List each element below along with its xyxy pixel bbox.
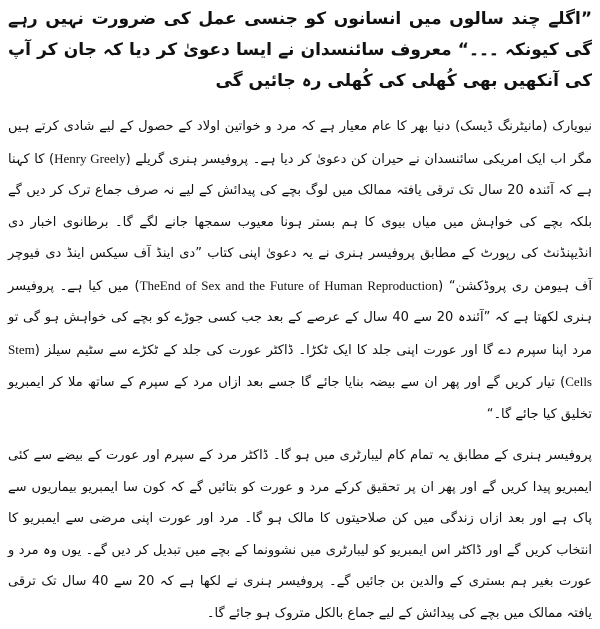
paragraph-1-text-part-4: تیار کریں گے اور پھر ان سے بیضہ بنایا جائے گا جسے بعد ازاں مرد کے سپرم کے ساتھ ملا کر ایمبریو تخلیق کیا جائے گا۔“ — [8, 375, 592, 422]
book-title-latin: TheEnd of Sex and the Future of Human Reproduction — [139, 277, 439, 293]
article-paragraph-1: نیویارک (مانیٹرنگ ڈیسک) دنیا بھر کا عام معیار ہے کہ مرد و خواتین اولاد کے حصول کے لیے شادی کرتے ہیں مگر اب ایک امریکی سائنسدان نے حیران کن دعویٰ کر دیا ہے۔ پروفیسر ہنری گریلے (Henry Greely) کا کہنا ہے کہ آئندہ 20 سال تک ترقی یافتہ ممالک میں لوگ بچے کی پیدائش کے لیے نہ صرف جماع ترک کر دیں گے بلکہ بچے کی خواہش میں میاں بیوی کا ہم بستر ہونا معیوب سمجھا جانے لگے گا۔ برطانوی اخبار دی انڈیپنڈنٹ کی رپورٹ کے مطابق پروفیسر ہنری نے یہ دعویٰ اپنی کتاب ”دی اینڈ آف سیکس اینڈ دی فیوچر آف ہیومن ری پروڈکشن“ (TheEnd of Sex and the Future of Human Reproduction) میں کیا ہے۔ پروفیسر ہنری لکھتا ہے کہ ”آئندہ 20 سے 40 سال کے عرصے کے بعد جب کسی جوڑے کو بچے کی خواہش ہو گی تو مرد اپنا سپرم دے گا اور عورت اپنی جلد کا ایک ٹکڑا۔ ڈاکٹر عورت کی جلد کے ٹکڑے سے سٹیم سیلز (Stem Cells) تیار کریں گے اور پھر ان سے بیضہ بنایا جائے گا جسے بعد ازاں مرد کے سپرم کے ساتھ ملا کر ایمبریو تخلیق کیا جائے گا۔“ — [8, 119, 593, 422]
stem-cells-latin: Stem Cells — [8, 341, 592, 389]
paragraph-1-text-part-2: کا کہنا ہے کہ آئندہ 20 سال تک ترقی یافتہ ممالک میں لوگ بچے کی پیدائش کے لیے نہ صرف جماع ترک کر دیں گے بلکہ بچے کی خواہش میں میاں بیوی کا ہم بستر ہونا معیوب سمجھا جانے لگے گا۔ برطانوی اخبار دی انڈیپنڈنٹ کی رپورٹ کے مطابق پروفیسر ہنری نے یہ دعویٰ اپنی کتاب ”دی اینڈ آف سیکس اینڈ دی فیوچر آف ہیومن ری پروڈکشن“ — [8, 151, 593, 294]
paragraph-1-text-part-1: نیویارک (مانیٹرنگ ڈیسک) دنیا بھر کا عام معیار ہے کہ مرد و خواتین اولاد کے حصول کے لیے شادی کرتے ہیں مگر اب ایک امریکی سائنسدان نے حیران کن دعویٰ کر دیا ہے۔ پروفیسر ہنری گریلے — [8, 119, 592, 167]
paragraph-1-text-part-3: میں کیا ہے۔ پروفیسر ہنری لکھتا ہے کہ ”آئندہ 20 سے 40 سال کے عرصے کے بعد جب کسی جوڑے کو بچے کی خواہش ہو گی تو مرد اپنا سپرم دے گا اور عورت اپنی جلد کا ایک ٹکڑا۔ ڈاکٹر عورت کی جلد کے ٹکڑے سے سٹیم سیلز — [8, 278, 592, 358]
article-paragraph-2: پروفیسر ہنری کے مطابق یہ تمام کام لیبارٹری میں ہو گا۔ ڈاکٹر مرد کے سپرم اور عورت کے بیضے سے کئی ایمبریو پیدا کریں گے اور پھر ان پر تحقیق کرکے مرد و عورت کو بتائیں گے کہ کون سا ایمبریو بیماریوں سے پاک ہے اور بعد ازاں زندگی میں کن صلاحیتوں کا مالک ہو گا۔ مرد اور عورت اپنی مرضی سے ایمبریو کا انتخاب کریں گے اور ڈاکٹر اس ایمبریو کو لیبارٹری میں نشوونما کے بچے میں تبدیل کر دیں گے۔ یوں وہ مرد و عورت بغیر ہم بستری کے والدین بن جائیں گے۔ پروفیسر ہنری نے لکھا ہے کہ 20 سے 40 سال تک ترقی یافتہ ممالک میں بچے کی پیدائش کے لیے جماع بالکل متروک ہو جائے گا۔ — [8, 448, 592, 621]
scientist-name-latin: Henry Greely — [54, 150, 126, 166]
article-headline: ”اگلے چند سالوں میں انسانوں کو جنسی عمل کی ضرورت نہیں رہے گی کیونکہ ۔۔۔“ معروف سائنسدان نے ایسا دعویٰ کر دیا کہ جان کر آپ کی آنکھیں بھی کُھلی کی کُھلی رہ جائیں گی — [8, 9, 592, 91]
